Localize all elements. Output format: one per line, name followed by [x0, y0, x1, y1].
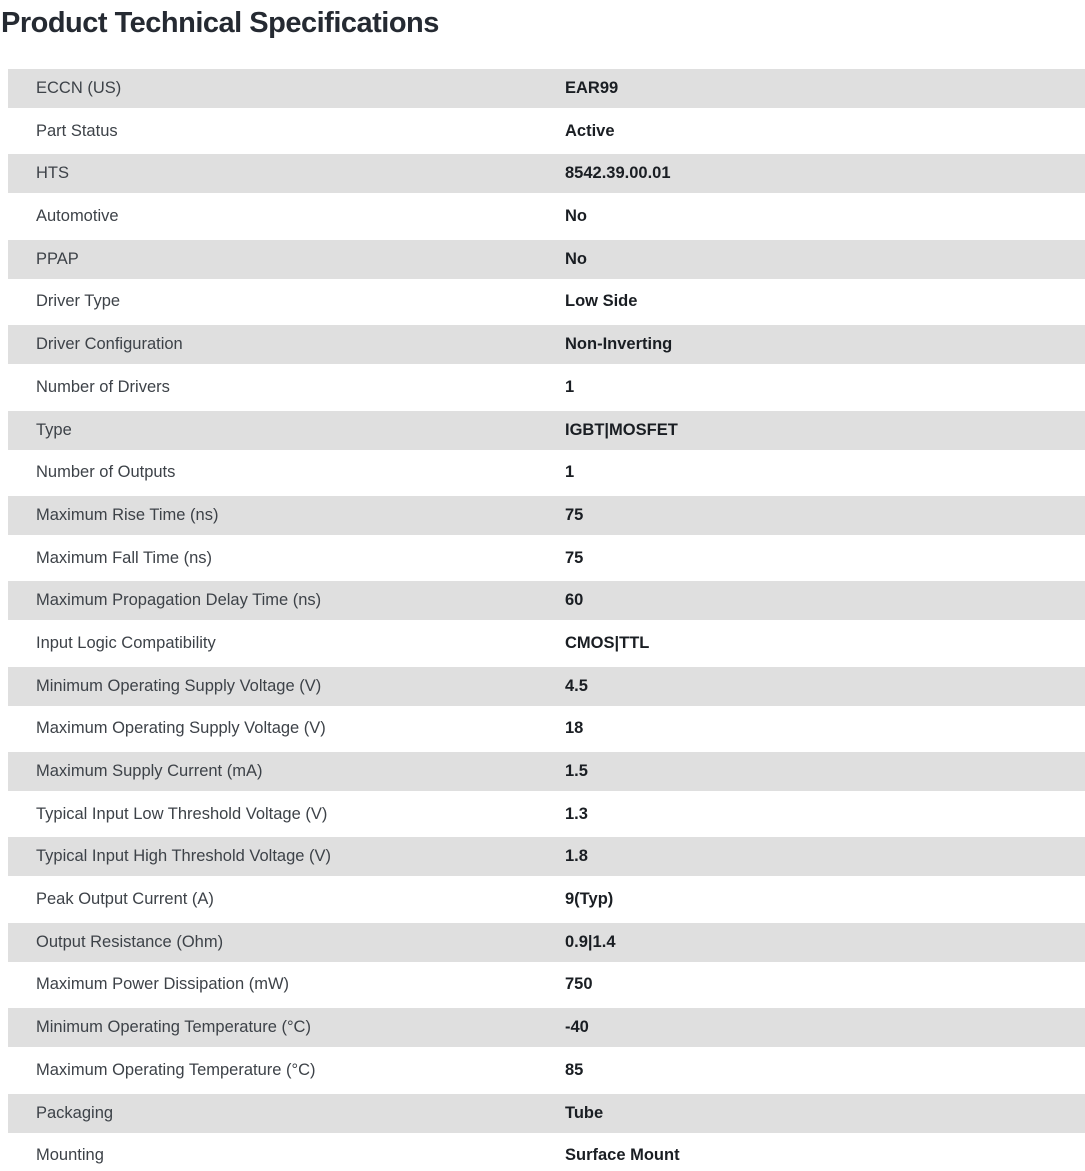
- spec-label: Driver Configuration: [36, 335, 183, 354]
- spec-value: 1.3: [565, 804, 588, 823]
- spec-row: [8, 965, 1085, 1004]
- spec-value: 18: [565, 719, 584, 738]
- spec-value: 0.9|1.4: [565, 932, 616, 951]
- spec-label: Mounting: [36, 1146, 104, 1165]
- spec-value: 75: [565, 548, 584, 567]
- spec-row: [8, 1136, 1085, 1171]
- spec-value: CMOS|TTL: [565, 633, 650, 652]
- spec-row: [8, 368, 1085, 407]
- spec-label: HTS: [36, 164, 69, 183]
- spec-row: [8, 1008, 1085, 1047]
- spec-label: Output Resistance (Ohm): [36, 932, 224, 951]
- spec-row: [8, 581, 1085, 620]
- spec-value: IGBT|MOSFET: [565, 420, 678, 439]
- spec-label: PPAP: [36, 249, 79, 268]
- spec-label: Maximum Power Dissipation (mW): [36, 975, 290, 994]
- spec-value: No: [565, 249, 587, 268]
- spec-row: [8, 411, 1085, 450]
- spec-row: [8, 709, 1085, 748]
- spec-value: Active: [565, 121, 615, 140]
- spec-value: Surface Mount: [565, 1146, 680, 1165]
- spec-label: Packaging: [36, 1103, 114, 1122]
- spec-row: [8, 667, 1085, 706]
- page-title: Product Technical Specifications: [1, 7, 439, 39]
- spec-row: [8, 752, 1085, 791]
- spec-row: [8, 69, 1085, 108]
- spec-row: [8, 539, 1085, 578]
- spec-label: Automotive: [36, 207, 119, 226]
- spec-label: Minimum Operating Supply Voltage (V): [36, 676, 322, 695]
- spec-label: Maximum Rise Time (ns): [36, 505, 219, 524]
- spec-value: 9(Typ): [565, 890, 614, 909]
- spec-row: [8, 282, 1085, 321]
- spec-row: [8, 880, 1085, 919]
- spec-label: Maximum Operating Temperature (°C): [36, 1060, 316, 1079]
- spec-label: Input Logic Compatibility: [36, 633, 216, 652]
- spec-value: EAR99: [565, 79, 619, 97]
- spec-row: [8, 240, 1085, 279]
- spec-row: [8, 923, 1085, 962]
- spec-label: Number of Outputs: [36, 463, 176, 482]
- spec-value: 750: [565, 975, 593, 994]
- spec-value: 85: [565, 1060, 584, 1079]
- spec-row: [8, 795, 1085, 834]
- spec-value: 1.8: [565, 847, 588, 866]
- spec-label: Maximum Operating Supply Voltage (V): [36, 719, 326, 738]
- spec-label: Typical Input High Threshold Voltage (V): [36, 847, 332, 866]
- spec-label: Driver Type: [36, 292, 121, 311]
- spec-label: Peak Output Current (A): [36, 890, 214, 909]
- spec-row: [8, 453, 1085, 492]
- spec-label: Typical Input Low Threshold Voltage (V): [36, 804, 328, 823]
- spec-value: 8542.39.00.01: [565, 164, 671, 183]
- spec-label: ECCN (US): [36, 79, 122, 97]
- spec-label: Minimum Operating Temperature (°C): [36, 1018, 311, 1037]
- spec-row: [8, 837, 1085, 876]
- spec-label: Type: [36, 420, 72, 439]
- spec-label: Part Status: [36, 121, 118, 140]
- spec-row: [8, 154, 1085, 193]
- spec-label: Maximum Propagation Delay Time (ns): [36, 591, 322, 610]
- spec-row: [8, 624, 1085, 663]
- spec-value: 60: [565, 591, 584, 610]
- spec-row: [8, 1051, 1085, 1090]
- spec-value: No: [565, 207, 587, 226]
- spec-label: Maximum Fall Time (ns): [36, 548, 213, 567]
- spec-value: Low Side: [565, 292, 638, 311]
- spec-value: 4.5: [565, 676, 588, 695]
- spec-label: Number of Drivers: [36, 377, 170, 396]
- spec-value: -40: [565, 1018, 589, 1037]
- spec-row: [8, 325, 1085, 364]
- spec-value: 1: [565, 377, 575, 396]
- spec-value: Non-Inverting: [565, 335, 673, 354]
- spec-label: Maximum Supply Current (mA): [36, 762, 263, 780]
- spec-value: Tube: [565, 1103, 604, 1122]
- spec-row: [8, 1094, 1085, 1133]
- spec-row: [8, 197, 1085, 236]
- spec-row: [8, 496, 1085, 535]
- spec-value: 1: [565, 463, 575, 482]
- spec-table: [8, 69, 1085, 1171]
- spec-row: [8, 112, 1085, 151]
- spec-value: 75: [565, 505, 584, 524]
- spec-value: 1.5: [565, 762, 588, 780]
